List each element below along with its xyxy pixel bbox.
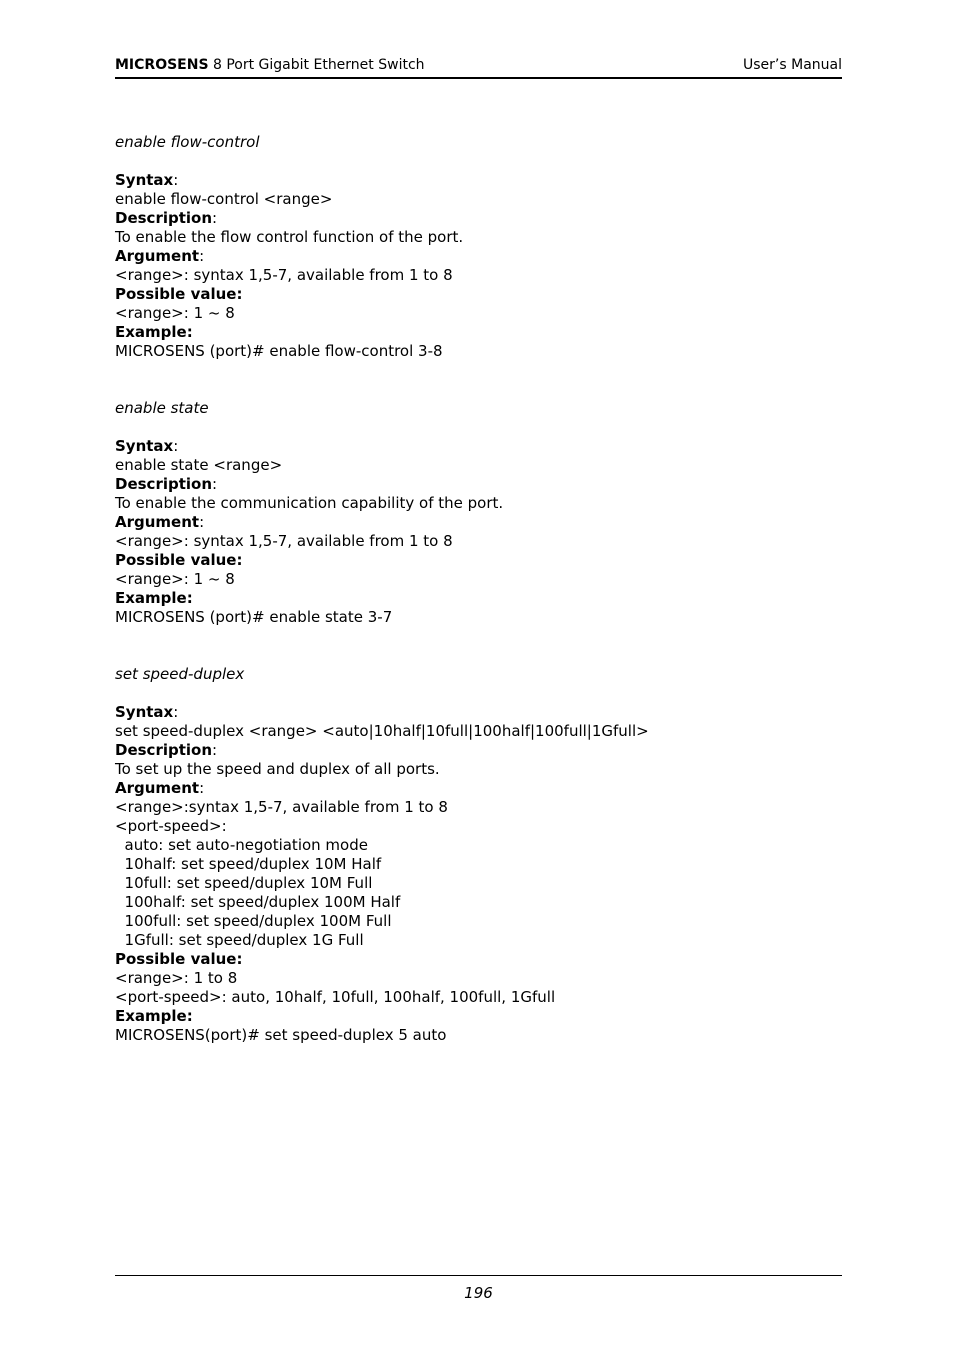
document-body — [115, 133, 842, 1045]
description-heading: Description: — [115, 209, 218, 227]
description-label: Description — [115, 209, 213, 227]
description-heading: Description: — [115, 475, 218, 493]
argument-line: <range>:syntax 1,5-7, available from 1 to 8 — [115, 798, 448, 816]
argument-line: 100half: set speed/duplex 100M Half — [115, 893, 401, 911]
header-brand: MICROSENS — [115, 57, 209, 73]
command-section — [115, 399, 842, 627]
syntax-label: Syntax — [115, 437, 174, 455]
possible-value-line: <range>: 1 ~ 8 — [115, 570, 235, 588]
syntax-label: Syntax — [115, 703, 174, 721]
description-text: To set up the speed and duplex of all ports. — [115, 760, 440, 778]
description-label: Description — [115, 741, 213, 759]
syntax-text: set speed-duplex <range> <auto|10half|10full|100half|100full|1Gfull> — [115, 722, 649, 740]
header-product-title — [115, 57, 425, 73]
possible-value-line: <range>: 1 to 8 — [115, 969, 238, 987]
command-title: set speed-duplex — [115, 665, 245, 683]
possible-value-label: Possible value: — [115, 551, 243, 569]
example-text: MICROSENS (port)# enable flow-control 3-8 — [115, 342, 443, 360]
example-label: Example: — [115, 323, 193, 341]
syntax-text: enable flow-control <range> — [115, 190, 333, 208]
example-label: Example: — [115, 1007, 193, 1025]
argument-line: auto: set auto-negotiation mode — [115, 836, 368, 854]
page-header — [115, 57, 842, 79]
command-title: enable state — [115, 399, 209, 417]
description-label: Description — [115, 475, 213, 493]
argument-line: <range>: syntax 1,5-7, available from 1 to 8 — [115, 532, 453, 550]
example-text: MICROSENS (port)# enable state 3-7 — [115, 608, 393, 626]
syntax-heading: Syntax: — [115, 437, 179, 455]
argument-heading: Argument: — [115, 247, 205, 265]
argument-label: Argument — [115, 779, 200, 797]
argument-line: 100full: set speed/duplex 100M Full — [115, 912, 392, 930]
argument-line: 1Gfull: set speed/duplex 1G Full — [115, 931, 364, 949]
argument-line: 10half: set speed/duplex 10M Half — [115, 855, 382, 873]
footer-divider — [115, 1275, 842, 1276]
example-label: Example: — [115, 589, 193, 607]
syntax-text: enable state <range> — [115, 456, 283, 474]
argument-heading: Argument: — [115, 779, 205, 797]
possible-value-line: <range>: 1 ~ 8 — [115, 304, 235, 322]
syntax-label: Syntax — [115, 171, 174, 189]
possible-value-label: Possible value: — [115, 285, 243, 303]
description-text: To enable the communication capability of the port. — [115, 494, 504, 512]
syntax-heading: Syntax: — [115, 171, 179, 189]
description-heading: Description: — [115, 741, 218, 759]
argument-label: Argument — [115, 513, 200, 531]
argument-label: Argument — [115, 247, 200, 265]
argument-line: <port-speed>: — [115, 817, 227, 835]
description-text: To enable the flow control function of the port. — [115, 228, 464, 246]
argument-line: 10full: set speed/duplex 10M Full — [115, 874, 373, 892]
command-title: enable flow-control — [115, 133, 260, 151]
command-section — [115, 133, 842, 361]
example-text: MICROSENS(port)# set speed-duplex 5 auto — [115, 1026, 447, 1044]
header-manual-label: User’s Manual — [743, 57, 842, 73]
possible-value-line: <port-speed>: auto, 10half, 10full, 100half, 100full, 1Gfull — [115, 988, 556, 1006]
header-product: 8 Port Gigabit Ethernet Switch — [208, 57, 425, 73]
possible-value-label: Possible value: — [115, 950, 243, 968]
argument-heading: Argument: — [115, 513, 205, 531]
syntax-heading: Syntax: — [115, 703, 179, 721]
argument-line: <range>: syntax 1,5-7, available from 1 to 8 — [115, 266, 453, 284]
command-section — [115, 665, 842, 1045]
page-number: 196 — [464, 1284, 493, 1302]
